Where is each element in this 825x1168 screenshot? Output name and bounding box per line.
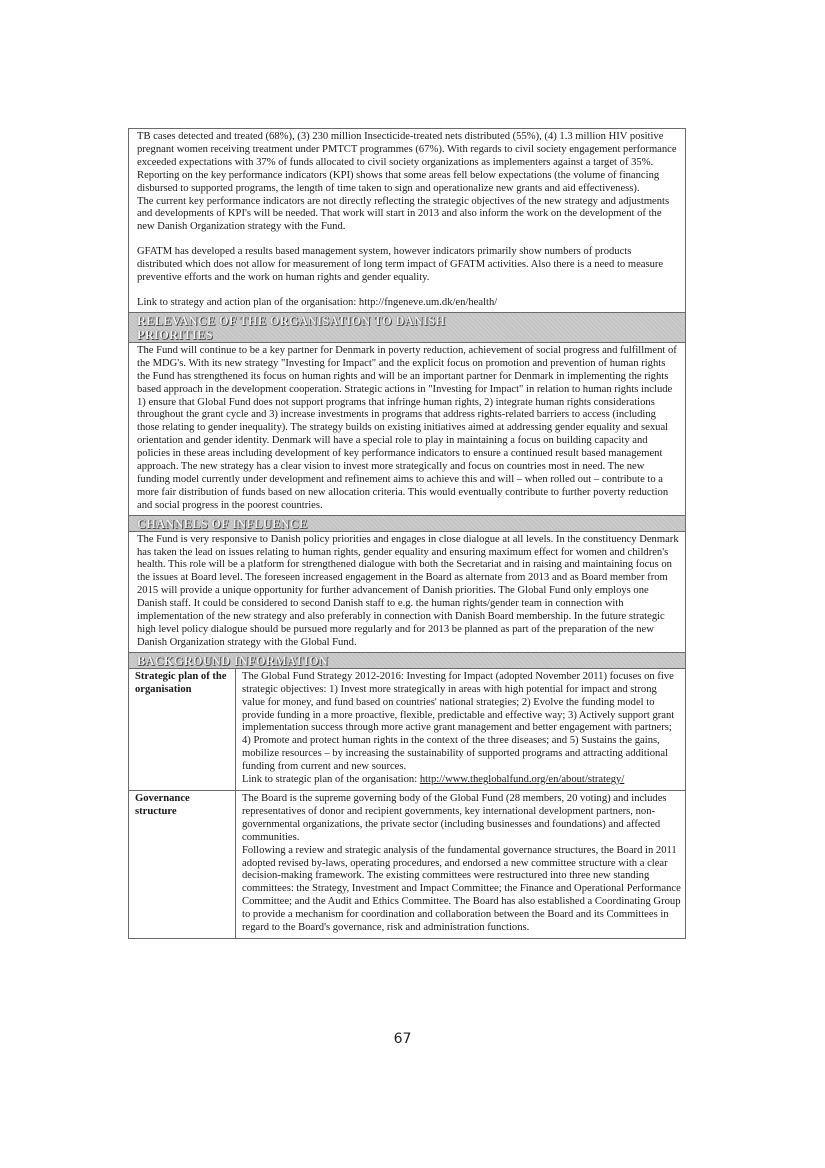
governance-label: Governance structure — [129, 790, 236, 937]
intro-paragraph-2: The current key performance indicators are not directly reflecting the strategic objectives of the new strategy and adjustments and developments of KPI's will be needed. That work will start in 2013 and also inform the work on the development of the new Danish Organization strategy with the Fund. — [137, 195, 670, 233]
governance-text-2: Following a review and strategic analysis of the fundamental governance structures, the Board in 2011 adopted revised by-laws, operating procedures, and endorsed a new committee structure with a clear decision-making framework. The existing committees were restructured into three new standing committees: the Strategy, Investment and Impact Committee; the Finance and Operational Performance Committee; and the Audit and Ethics Committee. The Board has also established a Coordinating Group to provide a mechanism for coordination and collaboration between the Board and its Committees in regard to the Board's governance, risk and administration functions. — [242, 844, 681, 934]
strategy-link-line: Link to strategy and action plan of the organisation: http://fngeneve.um.dk/en/health/ — [137, 296, 498, 308]
governance-text-1: The Board is the supreme governing body of the Global Fund (28 members, 20 voting) and includes representatives of donor and recipient governments, key international development partners, non-governmental organizations, the private sector (including businesses and foundations) and affected communities. — [242, 792, 667, 843]
background-table — [129, 668, 685, 938]
intro-paragraph-1: TB cases detected and treated (68%), (3) 230 million Insecticide-treated nets distributed (55%), (4) 1.3 million HIV positive pregnant women receiving treatment under PMTCT programmes (67%). With regards to civil society engagement performance exceeded expectations with 37% of funds allocated to civil society organizations as implementers against a target of 35%. Reporting on the key performance indicators (KPI) shows that some areas fell below expectations (the volume of financing disbursed to supported programs, the length of time taken to sign and operationalize new grants and aid effectiveness). — [137, 131, 677, 194]
channels-heading — [129, 515, 685, 532]
intro-paragraph-3: GFATM has developed a results based management system, however indicators primarily show numbers of products distributed which does not allow for measurement of long term impact of GFATM activities. Also there is a need to measure preventive efforts and the work on human rights and gender equality. — [137, 246, 664, 284]
relevance-section — [129, 343, 685, 515]
background-heading-text: BACKGROUND INFORMATION — [137, 653, 329, 668]
relevance-body: The Fund will continue to be a key partner for Denmark in poverty reduction, achievement of social progress and fulfillment of the MDG's. With its new strategy "Investing for Impact" and the explicit focus on promotion and prevention of human rights the Fund has strengthened its focus on human rights and will be an important partner for Denmark in implementing the rights based approach in the development cooperation. Strategic actions in "Investing for Impact" in relation to human rights include 1) ensure that Global Fund does not support programs that infringe human rights, 2) integrate human rights considerations throughout the grant cycle and 3) increase investments in programs that address rights-related barriers to access (including those relating to gender inequality). The strategy builds on existing initiatives aimed at addressing gender equality and sexual orientation and gender identity. Denmark will have a special role to play in maintaining a focus on building capacity and policies in these areas including development of key performance indicators to ensure a continued result based management approach. The new strategy has a clear vision to invest more strategically and focus on countries most in need. The new funding model currently under development and refinement aims to achieve this and will – when rolled out – contribute to a more fair distribution of funds based on new allocation criteria. This would eventually contribute to further poverty reduction and social progress in the poorest countries. — [137, 344, 677, 511]
strategic-plan-link[interactable]: http://www.theglobalfund.org/en/about/strategy/ — [419, 774, 625, 786]
channels-body: The Fund is very responsive to Danish policy priorities and engages in close dialogue at all levels. In the constituency Denmark has taken the lead on issues relating to human rights, gender equality and ensuring maximum effect for women and children's health. This role will be a platform for strengthened dialogue with both the Secretariat and in raising and maintaining focus on the issues at Board level. The foreseen increased engagement in the Board as alternate from 2013 and as Board member from 2015 will provide a unique opportunity for further advancement of Danish priorities. The Global Fund only employs one Danish staff. It could be considered to second Danish staff to e.g. the human rights/gender team in connection with implementation of the new strategy and also preferably in connection with Danish Board membership. In the future strategic high level policy dialogue should be pursued more regularly and for 2013 be planned as part of the preparation of the new Danish Organization strategy with the Global Fund. — [137, 533, 679, 648]
strategic-plan-label: Strategic plan of the organisation — [129, 668, 236, 790]
strategic-plan-link-prefix: Link to strategic plan of the organisation: — [242, 774, 420, 786]
relevance-heading-text: RELEVANCE OF THE ORGANISATION TO DANISH PRIORITIES — [137, 313, 446, 342]
document-content-box — [128, 128, 686, 939]
relevance-heading — [129, 312, 685, 343]
intro-section — [129, 129, 685, 312]
governance-cell — [236, 790, 686, 937]
channels-section — [129, 532, 685, 652]
table-row — [129, 668, 685, 790]
channels-heading-text: CHANNELS OF INFLUENCE — [137, 516, 308, 531]
strategic-plan-text: The Global Fund Strategy 2012-2016: Investing for Impact (adopted November 2011) focuses on five strategic objectives: 1) Invest more strategically in areas with high potential for impact and strong value for money, and fund based on countries' national strategies; 2) Evolve the funding model to provide funding in a more proactive, flexible, predictable and effective way; 3) Actively support grant implementation success through more active grant management and better engagement with partners; 4) Promote and protect human rights in the context of the three diseases; and 5) Sustains the gains, mobilize resources – by increasing the sustainability of supported programs and attracting additional funding from current and new sources. — [242, 670, 675, 773]
strategic-plan-cell — [236, 668, 686, 790]
page-number: 67 — [393, 1031, 412, 1047]
table-row — [129, 790, 685, 937]
background-heading — [129, 652, 685, 668]
